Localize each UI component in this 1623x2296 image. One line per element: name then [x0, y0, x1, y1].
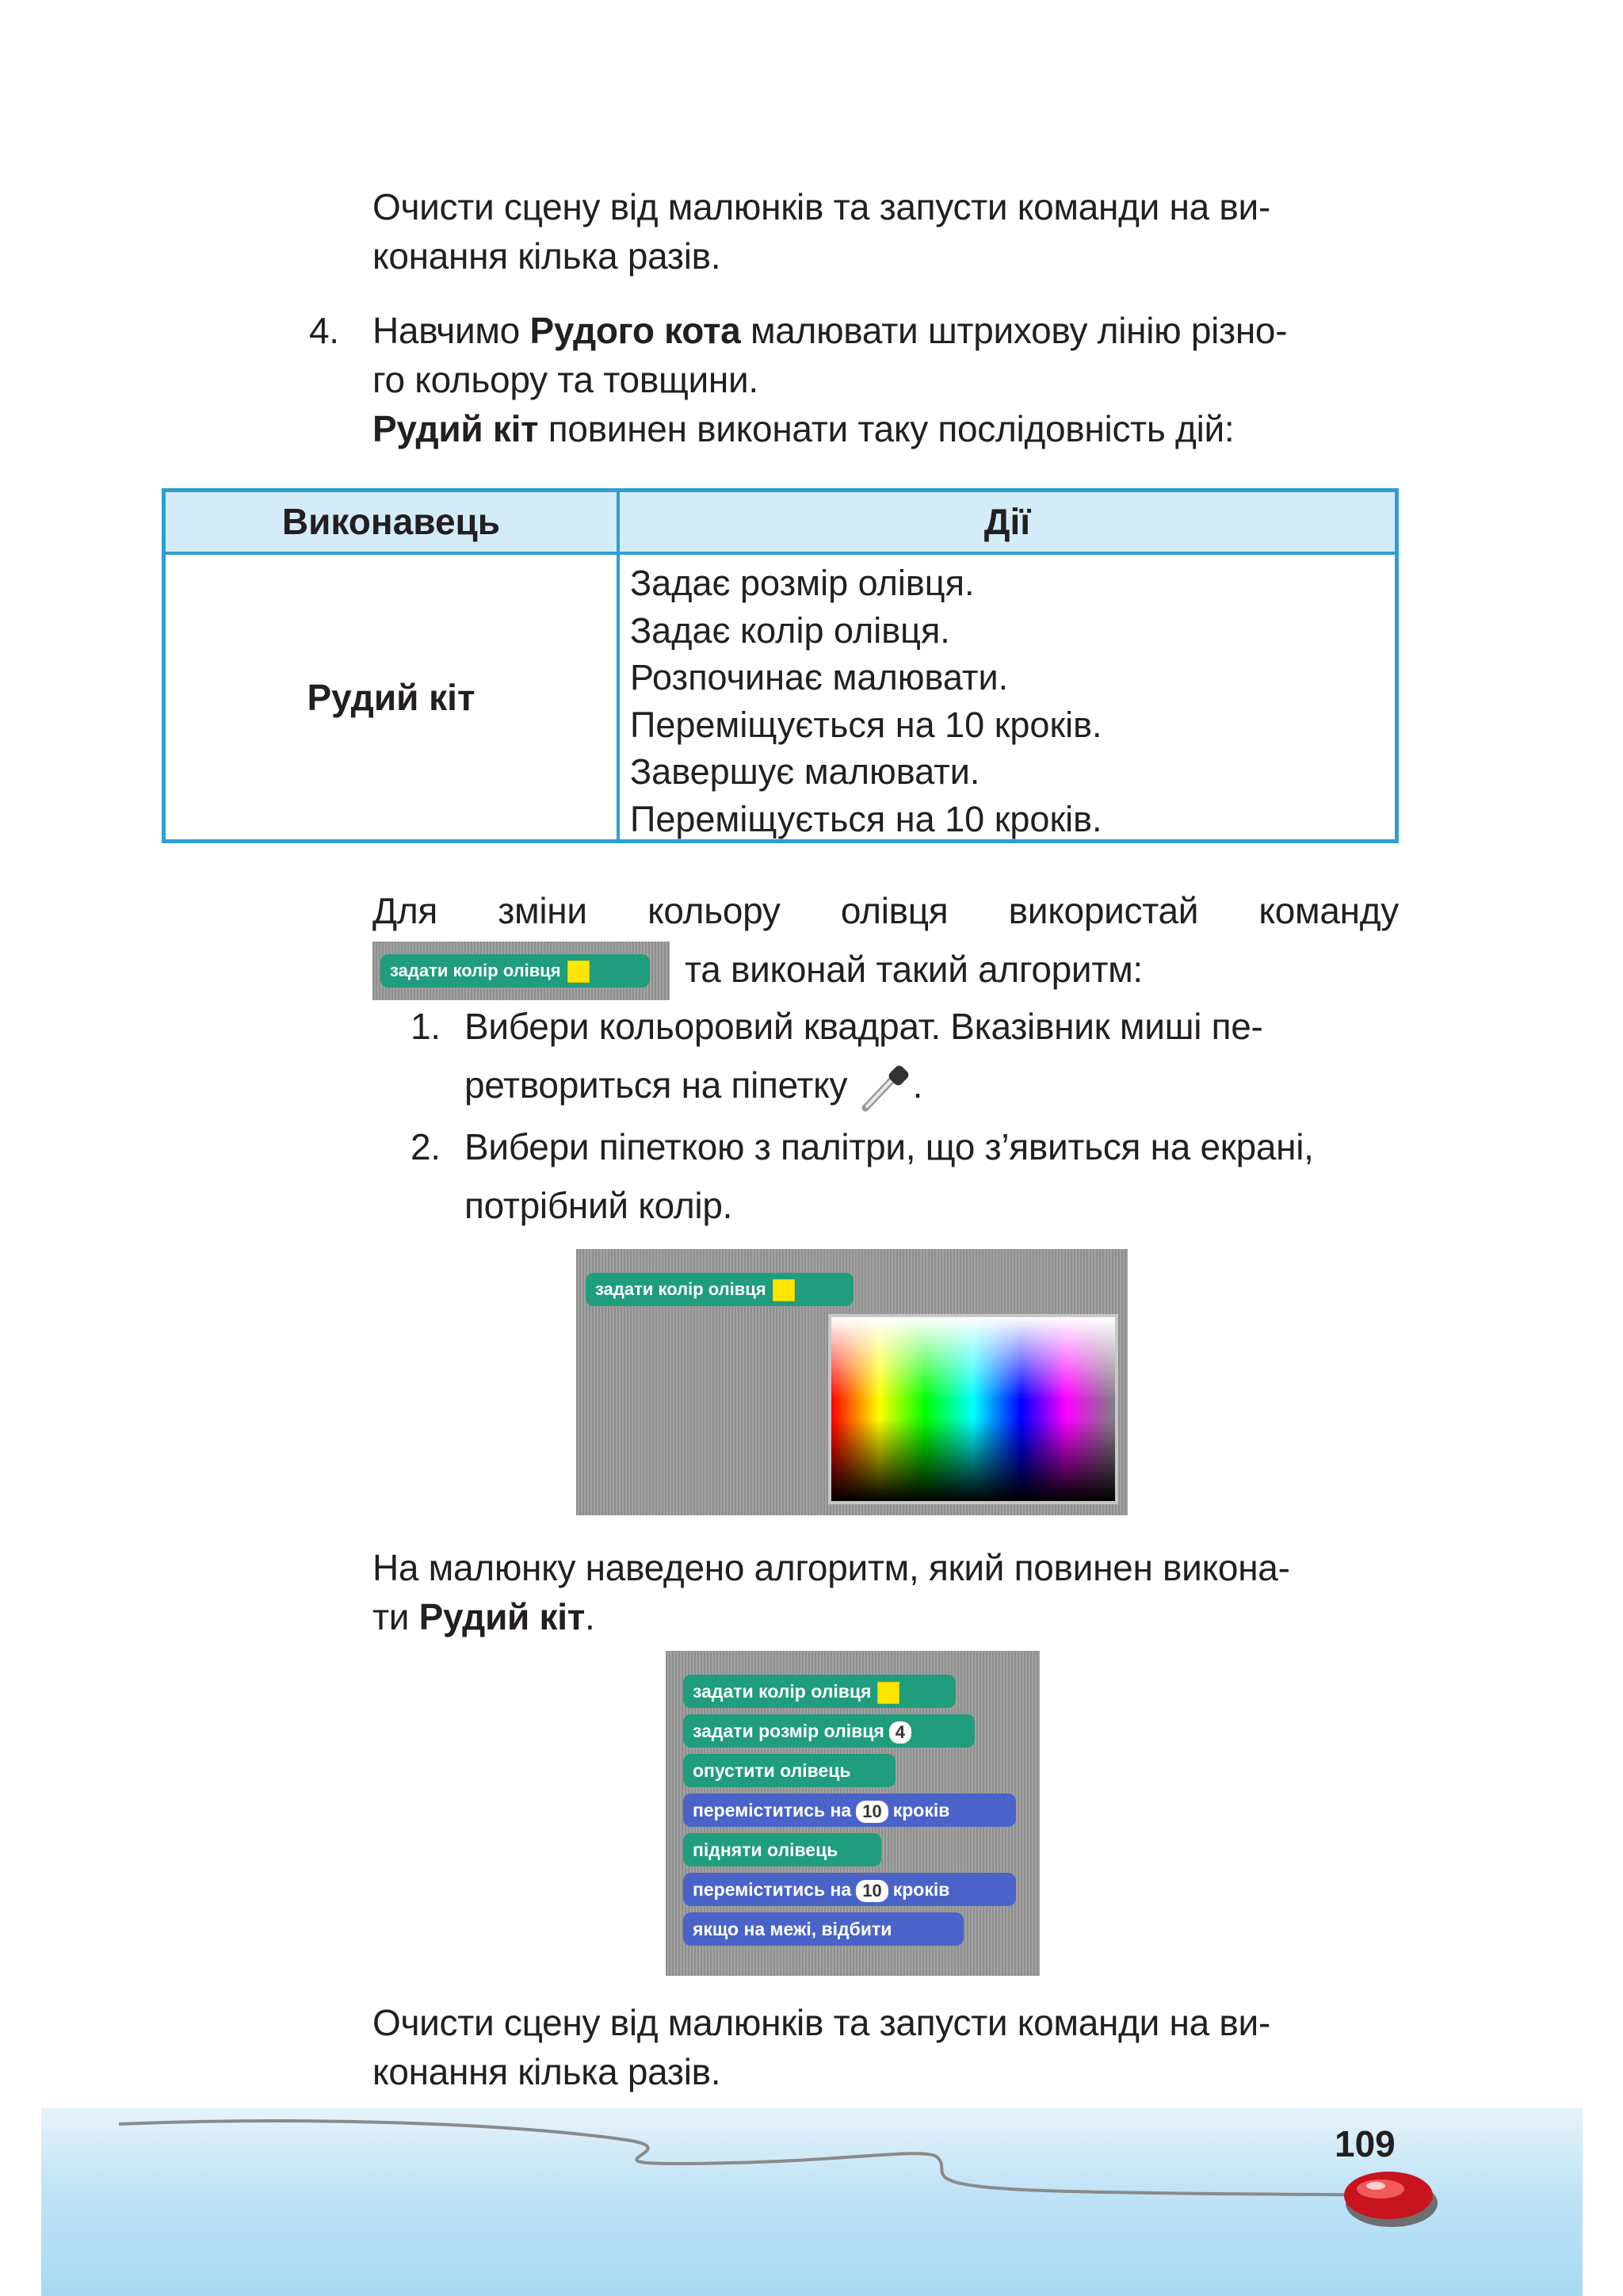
step-line: Вибери кольоровий квадрат. Вказівник миші пе- [464, 1006, 1263, 1047]
script-block [683, 1912, 964, 1946]
step-line [464, 1060, 1400, 1113]
column-header-performer: Виконавець [281, 501, 501, 542]
action-item: Задає розмір олівця. [630, 563, 975, 603]
color-swatch-icon [567, 961, 590, 983]
step-text [464, 1122, 1400, 1230]
block-label: кроків [892, 1800, 950, 1820]
algorithm-text: ти [372, 1596, 419, 1637]
task-number: 4. [309, 310, 339, 351]
step-number: 1. [411, 1006, 441, 1047]
performer-cell: Рудий кіт [307, 676, 475, 718]
word: олівця [840, 890, 949, 931]
color-palette[interactable] [828, 1314, 1118, 1504]
action-item: Переміщується на 10 кроків. [630, 798, 1102, 839]
script-block [683, 1714, 975, 1748]
task-text-bold: Рудий кіт [372, 408, 539, 449]
algorithm-text: . [584, 1596, 595, 1637]
script-block [683, 1675, 956, 1708]
color-intro-line [372, 886, 1399, 935]
block-value: 10 [856, 1801, 888, 1823]
block-label: опустити олівець [693, 1760, 851, 1781]
set-pen-color-block [380, 954, 650, 988]
task-line [372, 306, 1287, 355]
scratch-script-image [666, 1651, 1040, 1976]
computer-mouse-icon [1339, 2160, 1442, 2233]
task-text: Навчимо [372, 310, 530, 351]
word: команду [1258, 890, 1399, 931]
step-text-part: . [912, 1064, 923, 1106]
block-label: задати колір олівця [390, 961, 561, 980]
pen-color-command-image [372, 942, 670, 1000]
outro-paragraph [372, 1998, 1270, 2096]
color-palette-image [576, 1249, 1128, 1515]
block-label: переміститись на [693, 1800, 852, 1820]
task-text: малювати штрихову лінію різно- [740, 310, 1288, 351]
block-label: кроків [892, 1879, 950, 1900]
script-block [683, 1794, 1016, 1827]
block-label: задати колір олівця [693, 1681, 872, 1702]
actions-table [162, 488, 1399, 843]
task-line [372, 404, 1287, 453]
algorithm-paragraph [372, 1543, 1290, 1641]
block-label: підняти олівець [693, 1839, 838, 1860]
step-text [464, 1002, 1400, 1113]
script-block [683, 1754, 896, 1787]
word: використай [1008, 890, 1199, 931]
action-item: Задає колір олівця. [630, 609, 950, 651]
step-number: 2. [411, 1126, 441, 1167]
intro-line: Очисти сцену від малюнків та запусти команди на ви- [372, 186, 1270, 227]
word: зміни [498, 890, 587, 931]
step-line: Вибери піпеткою з палітри, що з’явиться на екрані, [464, 1126, 1314, 1167]
task-line: го кольору та товщини. [372, 359, 758, 400]
step-line: потрібний колір. [464, 1185, 733, 1226]
outro-line: конання кілька разів. [372, 2051, 721, 2092]
action-item: Розпочинає малювати. [630, 657, 1009, 697]
task-text-bold: Рудого кота [529, 310, 741, 351]
word: кольору [647, 890, 781, 931]
block-value: 4 [889, 1721, 911, 1744]
block-label: переміститись на [693, 1879, 852, 1900]
task-paragraph [372, 306, 1287, 453]
algorithm-line: На малюнку наведено алгоритм, який повинен викона- [372, 1547, 1290, 1588]
color-swatch-icon [877, 1682, 899, 1704]
actions-cell [630, 560, 1102, 842]
set-pen-color-block [586, 1273, 854, 1306]
script-block [683, 1873, 1016, 1906]
action-item: Завершує малювати. [630, 751, 980, 792]
intro-line: конання кілька разів. [372, 235, 721, 277]
step-text-part: ретвориться на піпетку [464, 1064, 848, 1106]
block-label: якщо на межі, відбити [693, 1919, 892, 1939]
mouse-cable-decoration [119, 2100, 1466, 2219]
intro-paragraph [372, 182, 1270, 281]
block-label: задати розмір олівця [693, 1721, 884, 1741]
color-intro-line2: та виконай такий алгоритм: [685, 949, 1143, 990]
task-text: повинен виконати таку послідовність дій: [538, 408, 1235, 449]
block-label: задати колір олівця [595, 1279, 766, 1299]
eyedropper-icon [857, 1064, 913, 1113]
algorithm-text-bold: Рудий кіт [418, 1596, 585, 1637]
word: Для [372, 890, 438, 931]
outro-line: Очисти сцену від малюнків та запусти команди на ви- [372, 2002, 1270, 2043]
column-header-actions: Дії [983, 501, 1031, 542]
script-block [683, 1833, 881, 1866]
block-value: 10 [856, 1880, 888, 1902]
page-number: 109 [1335, 2123, 1396, 2164]
action-item: Переміщується на 10 кроків. [630, 704, 1102, 745]
color-swatch-icon [773, 1279, 795, 1301]
algorithm-line [372, 1592, 1290, 1641]
